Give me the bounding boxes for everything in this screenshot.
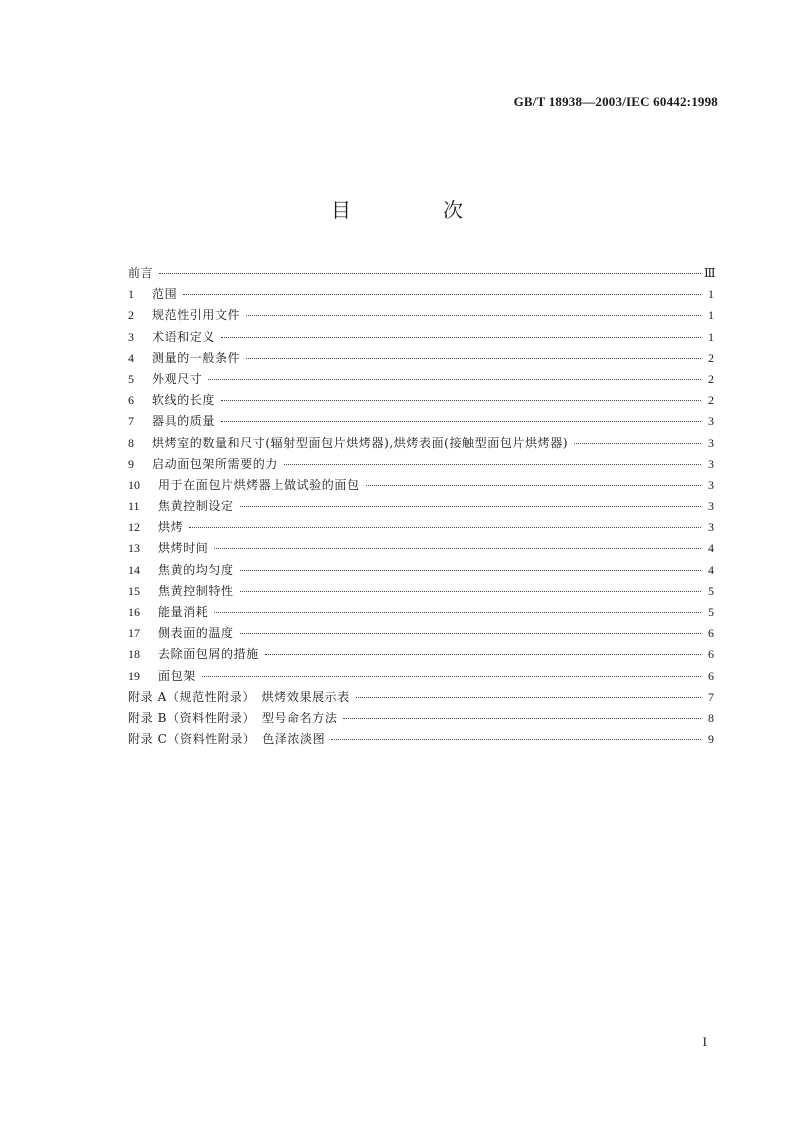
toc-leader-dots (240, 583, 701, 592)
toc-entry-page: 8 (708, 710, 714, 725)
toc-entry-page: 1 (708, 287, 714, 302)
toc-entry-number: 8 (128, 435, 134, 450)
toc-entry[interactable] (128, 348, 714, 369)
toc-entry-page: 6 (708, 647, 714, 662)
toc-entry-label: 测量的一般条件 (152, 350, 241, 365)
toc-entry[interactable] (128, 602, 714, 623)
toc-leader-dots (183, 286, 701, 295)
toc-entry-page: 6 (708, 668, 714, 683)
toc-entry-label: 前言 (128, 266, 154, 280)
toc-entry-label: 软线的长度 (152, 393, 216, 408)
toc-entry-label: 附录 C（资料性附录） 色泽浓淡图 (128, 732, 326, 747)
toc-entry[interactable] (128, 560, 714, 581)
toc-entry[interactable] (128, 666, 714, 687)
toc-entry[interactable] (128, 708, 714, 729)
toc-entry-number: 3 (128, 329, 134, 344)
toc-leader-dots (221, 392, 701, 401)
toc-entry-page: 9 (708, 732, 714, 747)
toc-entry-label: 用于在面包片烘烤器上做试验的面包 (158, 477, 360, 492)
toc-leader-dots (214, 604, 701, 613)
toc-entry-page: 2 (708, 393, 714, 408)
toc-entry-page: 4 (708, 541, 714, 556)
toc-entry-page: 3 (708, 456, 714, 471)
toc-entry[interactable] (128, 475, 714, 496)
toc-entry-label: 焦黄控制设定 (158, 499, 234, 514)
toc-leader-dots (240, 562, 701, 571)
toc-entry-number: 17 (128, 626, 140, 641)
page-number: I (702, 1034, 707, 1049)
toc-entry[interactable] (128, 263, 714, 284)
toc-leader-dots (343, 710, 701, 719)
toc-entry-page: 2 (708, 350, 714, 365)
toc-entry[interactable] (128, 687, 714, 708)
toc-entry-label: 焦黄控制特性 (158, 583, 234, 598)
toc-entry-number: 9 (128, 456, 134, 471)
toc-entry-label: 侧表面的温度 (158, 626, 234, 641)
toc-entry-page: 1 (708, 308, 714, 323)
toc-entry[interactable] (128, 454, 714, 475)
toc-entry-number: 6 (128, 393, 134, 408)
toc-entry-number: 10 (128, 477, 140, 492)
toc-entry-label: 面包架 (158, 668, 196, 683)
toc-entry-page: 4 (708, 562, 714, 577)
toc-leader-dots (208, 371, 701, 380)
toc-entry-label: 焦黄的均匀度 (158, 562, 234, 577)
toc-leader-dots (265, 646, 701, 655)
toc-entry-page: 3 (708, 414, 714, 429)
toc-entry[interactable] (128, 433, 714, 454)
toc-entry-number: 5 (128, 371, 134, 386)
toc-entry-page: 1 (708, 329, 714, 344)
toc-leader-dots (221, 329, 701, 338)
toc-entry-label: 烘烤 (158, 520, 184, 535)
toc-entry[interactable] (128, 538, 714, 559)
toc-entry[interactable] (128, 496, 714, 517)
toc-entry[interactable] (128, 623, 714, 644)
toc-entry-label: 去除面包屑的措施 (158, 647, 259, 662)
toc-entry-number: 1 (128, 287, 134, 302)
toc-entry-page: 3 (708, 477, 714, 492)
toc-entry-label: 规范性引用文件 (152, 308, 241, 323)
toc-entry[interactable] (128, 327, 714, 348)
standard-code: GB/T 18938—2003/IEC 60442:1998 (513, 94, 718, 109)
toc-entry-label: 能量消耗 (158, 605, 209, 619)
toc-entry-page: 3 (708, 520, 714, 535)
toc-entry[interactable] (128, 644, 714, 665)
toc-entry[interactable] (128, 517, 714, 538)
toc-entry-label: 术语和定义 (152, 329, 216, 344)
toc-title: 目 次 (331, 198, 499, 222)
toc-leader-dots (366, 477, 701, 486)
toc-entry-page: 2 (708, 371, 714, 386)
toc-leader-dots (284, 456, 701, 465)
toc-leader-dots (214, 540, 701, 549)
toc-entry-label: 器具的质量 (152, 414, 216, 429)
toc-entry-page: 6 (708, 626, 714, 641)
toc-leader-dots (159, 265, 701, 274)
toc-entry[interactable] (128, 581, 714, 602)
toc-leader-dots (246, 307, 701, 316)
toc-leader-dots (574, 435, 701, 444)
toc-entry-number: 15 (128, 583, 140, 598)
toc-leader-dots (240, 498, 701, 507)
toc-entry-page: 3 (708, 499, 714, 514)
toc-entry[interactable] (128, 369, 714, 390)
toc-entry[interactable] (128, 284, 714, 305)
toc-entry-label: 启动面包架所需要的力 (152, 456, 279, 471)
toc-entry-number: 11 (128, 499, 140, 514)
toc-entry-page: 5 (708, 583, 714, 598)
toc-entry-page: Ⅲ (704, 266, 716, 280)
toc-leader-dots (189, 519, 701, 528)
toc-entry-page: 7 (708, 689, 714, 704)
toc-leader-dots (202, 668, 701, 677)
toc-entry-number: 19 (128, 668, 140, 683)
toc-entry[interactable] (128, 305, 714, 326)
toc-entry[interactable] (128, 390, 714, 411)
toc-leader-dots (240, 625, 701, 634)
toc-entry-label: 外观尺寸 (152, 371, 203, 386)
toc-entry-number: 16 (128, 605, 140, 619)
toc-entry-label: 烘烤时间 (158, 541, 209, 556)
toc-entry-page: 5 (708, 605, 714, 619)
toc-entry[interactable] (128, 729, 714, 750)
toc-entry-number: 7 (128, 414, 134, 429)
toc-entry-label: 附录 B（资料性附录） 型号命名方法 (128, 710, 338, 725)
toc-entry-page: 3 (708, 435, 714, 450)
toc-entry-number: 12 (128, 520, 140, 535)
toc-leader-dots (246, 350, 701, 359)
toc-leader-dots (356, 689, 701, 698)
toc-leader-dots (331, 731, 701, 740)
toc-entry-number: 4 (128, 350, 134, 365)
toc-entry-number: 2 (128, 308, 134, 323)
toc-entry[interactable] (128, 411, 714, 432)
toc-entry-number: 18 (128, 647, 140, 662)
toc-entry-label: 范围 (152, 287, 178, 302)
toc-entry-number: 13 (128, 541, 140, 556)
toc-entry-label: 烘烤室的数量和尺寸(辐射型面包片烘烤器),烘烤表面(接触型面包片烘烤器) (152, 435, 569, 450)
toc-entry-label: 附录 A（规范性附录） 烘烤效果展示表 (128, 689, 350, 704)
toc-entry-number: 14 (128, 562, 140, 577)
toc-leader-dots (221, 413, 701, 422)
table-of-contents (128, 263, 714, 750)
